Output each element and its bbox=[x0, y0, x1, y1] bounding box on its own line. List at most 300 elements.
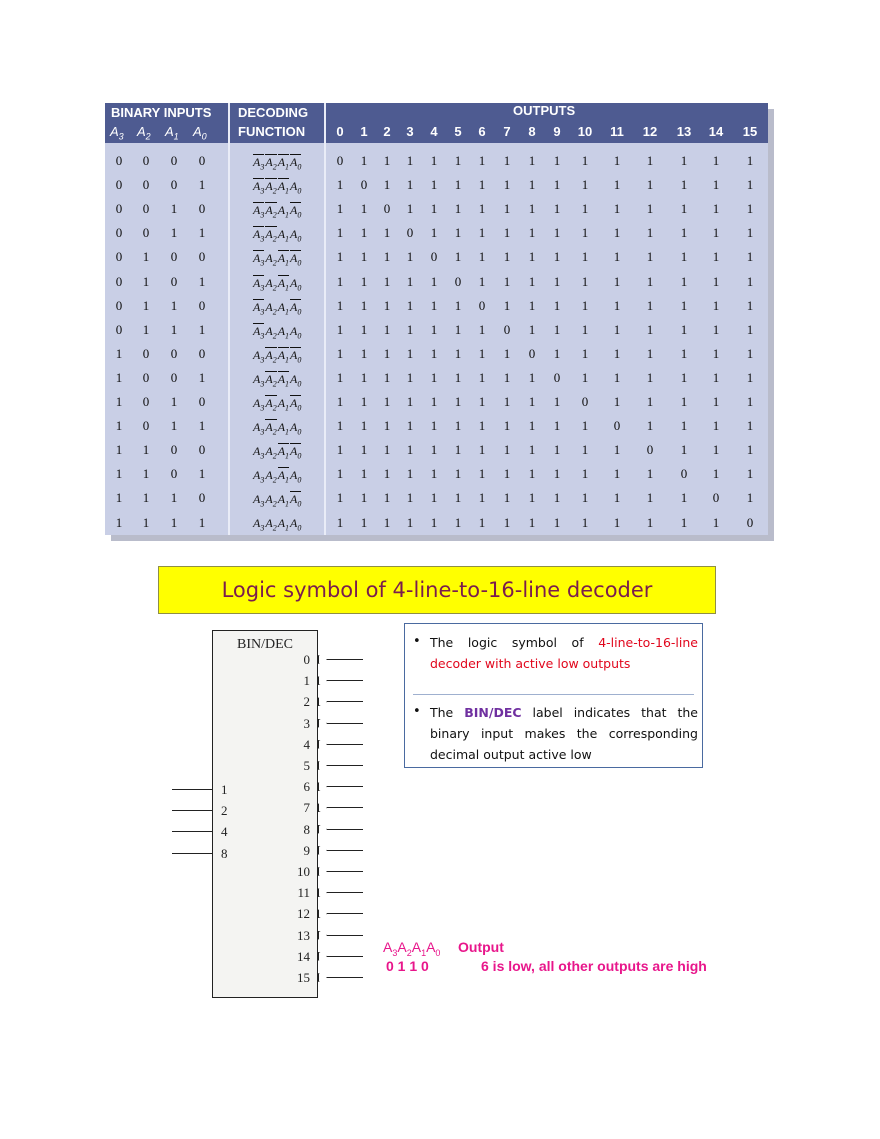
output-cell: 1 bbox=[478, 394, 486, 409]
output-cell: 1 bbox=[478, 321, 486, 337]
output-cell: 1 bbox=[383, 273, 391, 289]
output-cell: 1 bbox=[360, 394, 368, 409]
output-cell: 1 bbox=[430, 177, 438, 193]
output-cell: 1 bbox=[712, 177, 720, 193]
output-cell: 1 bbox=[336, 514, 344, 530]
output-cell: 1 bbox=[553, 201, 561, 217]
output-cell: 1 bbox=[581, 514, 589, 530]
output-cell: 1 bbox=[646, 201, 654, 217]
output-cell: 1 bbox=[746, 225, 754, 241]
output-cell: 1 bbox=[336, 442, 344, 458]
output-cell: 1 bbox=[712, 514, 720, 530]
input-cell: 0 bbox=[170, 345, 178, 361]
output-cell: 1 bbox=[553, 249, 561, 265]
output-line bbox=[327, 744, 363, 745]
output-cell: 1 bbox=[406, 442, 414, 458]
example-var-a3: $A_3$ bbox=[383, 939, 398, 958]
output-cell: 1 bbox=[746, 201, 754, 217]
decoding-function: $A_3A_2A_1A_0$ bbox=[253, 323, 302, 341]
example-output-label: Output bbox=[458, 939, 504, 955]
input-col-head: $A_1$ bbox=[165, 124, 179, 142]
input-cell: 1 bbox=[142, 249, 150, 265]
note-item-2-text-a: The bbox=[430, 705, 465, 720]
title-banner bbox=[158, 566, 716, 614]
example-var-a2: $A_2$ bbox=[397, 939, 412, 958]
output-cell: 0 bbox=[406, 225, 414, 241]
note-item-2 bbox=[430, 702, 698, 765]
output-cell: 1 bbox=[746, 394, 754, 409]
input-cell: 1 bbox=[170, 418, 178, 434]
input-cell: 1 bbox=[115, 369, 123, 385]
output-cell: 1 bbox=[746, 297, 754, 313]
header-outputs: OUTPUTS bbox=[513, 103, 576, 118]
output-cell: 1 bbox=[430, 273, 438, 289]
output-cell: 0 bbox=[746, 514, 754, 530]
output-col-head: 6 bbox=[478, 124, 486, 139]
input-cell: 1 bbox=[170, 490, 178, 506]
output-cell: 1 bbox=[613, 490, 621, 506]
output-cell: 1 bbox=[336, 249, 344, 265]
output-col-head: 11 bbox=[610, 124, 624, 139]
input-pin-number: 1 bbox=[221, 782, 228, 797]
input-cell: 0 bbox=[198, 153, 206, 168]
output-cell: 1 bbox=[454, 394, 462, 409]
output-cell: 1 bbox=[406, 201, 414, 217]
output-cell: 1 bbox=[336, 345, 344, 361]
output-cell: 1 bbox=[383, 345, 391, 361]
output-cell: 1 bbox=[581, 418, 589, 434]
output-line bbox=[327, 807, 363, 808]
output-cell: 1 bbox=[336, 297, 344, 313]
output-cell: 1 bbox=[478, 345, 486, 361]
output-cell: 1 bbox=[360, 369, 368, 385]
output-col-head: 14 bbox=[708, 124, 724, 139]
note-item-1 bbox=[430, 632, 698, 674]
output-line bbox=[327, 765, 363, 766]
decoding-function: $A_3A_2A_1A_0$ bbox=[253, 492, 302, 509]
output-cell: 1 bbox=[336, 466, 344, 482]
output-cell: 0 bbox=[712, 490, 720, 506]
output-cell: 1 bbox=[680, 321, 688, 337]
output-cell: 1 bbox=[528, 153, 536, 168]
output-pin-number: 14 bbox=[297, 948, 310, 964]
input-pin-number: 4 bbox=[221, 824, 228, 840]
input-cell: 1 bbox=[142, 273, 150, 289]
output-cell: 1 bbox=[553, 418, 561, 434]
output-line bbox=[327, 680, 363, 681]
output-cell: 1 bbox=[646, 345, 654, 361]
input-cell: 1 bbox=[170, 514, 178, 530]
active-low-indicator bbox=[318, 697, 327, 706]
decoding-function: $A_3A_2A_1A_0$ bbox=[253, 420, 302, 437]
output-cell: 1 bbox=[406, 273, 414, 289]
output-cell: 0 bbox=[503, 321, 511, 337]
output-cell: 1 bbox=[646, 297, 654, 313]
output-cell: 1 bbox=[336, 418, 344, 434]
output-cell: 1 bbox=[478, 249, 486, 265]
output-cell: 1 bbox=[712, 466, 720, 482]
output-cell: 1 bbox=[646, 466, 654, 482]
banner-title: Logic symbol of 4-line-to-16-line decoder bbox=[221, 578, 653, 602]
output-line bbox=[327, 871, 363, 872]
output-cell: 1 bbox=[383, 442, 391, 458]
decoding-function: $A_3A_2A_1A_0$ bbox=[253, 347, 302, 365]
input-cell: 0 bbox=[198, 201, 206, 217]
output-cell: 1 bbox=[478, 369, 486, 385]
output-cell: 1 bbox=[712, 321, 720, 337]
active-low-indicator bbox=[318, 655, 327, 664]
output-cell: 1 bbox=[581, 249, 589, 265]
output-pin-number: 13 bbox=[297, 927, 310, 943]
output-col-head: 15 bbox=[742, 124, 758, 139]
output-cell: 1 bbox=[478, 273, 486, 289]
input-cell: 0 bbox=[115, 225, 123, 241]
input-cell: 0 bbox=[142, 225, 150, 241]
input-cell: 1 bbox=[170, 321, 178, 337]
output-cell: 1 bbox=[553, 345, 561, 361]
output-cell: 1 bbox=[528, 442, 536, 458]
output-cell: 1 bbox=[406, 466, 414, 482]
active-low-indicator bbox=[318, 782, 327, 791]
output-line bbox=[327, 829, 363, 830]
output-cell: 1 bbox=[503, 273, 511, 289]
input-cell: 0 bbox=[115, 273, 123, 289]
input-cell: 1 bbox=[115, 466, 123, 482]
input-cell: 0 bbox=[115, 249, 123, 265]
decoding-function: $A_3A_2A_1A_0$ bbox=[253, 203, 302, 220]
output-cell: 1 bbox=[553, 297, 561, 313]
output-cell: 1 bbox=[581, 225, 589, 241]
output-pin-number: 1 bbox=[303, 673, 310, 689]
output-cell: 1 bbox=[613, 177, 621, 193]
example-result: 6 is low, all other outputs are high bbox=[481, 958, 707, 974]
note-item-1-text: The logic symbol of bbox=[430, 635, 599, 650]
decoding-function: $A_3A_2A_1A_0$ bbox=[253, 468, 302, 485]
separator-function bbox=[324, 103, 326, 535]
output-cell: 1 bbox=[680, 442, 688, 458]
output-cell: 1 bbox=[613, 249, 621, 265]
output-col-head: 0 bbox=[336, 124, 344, 139]
output-cell: 1 bbox=[746, 490, 754, 506]
output-cell: 1 bbox=[613, 442, 621, 458]
output-cell: 1 bbox=[360, 153, 368, 168]
output-cell: 1 bbox=[478, 177, 486, 193]
output-cell: 1 bbox=[712, 369, 720, 385]
output-col-head: 4 bbox=[430, 124, 438, 139]
output-cell: 1 bbox=[478, 442, 486, 458]
output-cell: 0 bbox=[680, 466, 688, 482]
active-low-indicator bbox=[318, 740, 327, 749]
output-cell: 0 bbox=[553, 369, 561, 385]
output-cell: 1 bbox=[360, 273, 368, 289]
output-line bbox=[327, 892, 363, 893]
input-cell: 1 bbox=[198, 225, 206, 241]
active-low-indicator bbox=[318, 973, 327, 982]
input-cell: 0 bbox=[170, 249, 178, 265]
output-cell: 1 bbox=[383, 153, 391, 168]
output-cell: 1 bbox=[553, 442, 561, 458]
output-pin-number: 11 bbox=[297, 885, 310, 901]
output-cell: 1 bbox=[430, 201, 438, 217]
input-cell: 1 bbox=[142, 466, 150, 482]
output-cell: 1 bbox=[528, 321, 536, 337]
output-cell: 1 bbox=[406, 418, 414, 434]
input-col-head: $A_2$ bbox=[137, 124, 151, 142]
active-low-indicator bbox=[318, 719, 327, 728]
output-cell: 1 bbox=[360, 514, 368, 530]
output-line bbox=[327, 786, 363, 787]
output-cell: 1 bbox=[454, 369, 462, 385]
input-cell: 1 bbox=[198, 321, 206, 337]
output-cell: 1 bbox=[406, 153, 414, 168]
note-item-2-text-b: label indicates that the binary input makes the corresponding decimal output active low bbox=[430, 705, 698, 762]
output-cell: 1 bbox=[646, 321, 654, 337]
output-cell: 1 bbox=[430, 297, 438, 313]
output-cell: 1 bbox=[613, 514, 621, 530]
input-cell: 1 bbox=[170, 225, 178, 241]
output-cell: 1 bbox=[680, 345, 688, 361]
output-cell: 1 bbox=[503, 153, 511, 168]
output-cell: 1 bbox=[553, 514, 561, 530]
input-cell: 0 bbox=[198, 345, 206, 361]
output-cell: 1 bbox=[581, 442, 589, 458]
input-cell: 1 bbox=[198, 514, 206, 530]
input-cell: 1 bbox=[170, 394, 178, 409]
header-decoding: DECODING bbox=[238, 105, 309, 120]
output-cell: 1 bbox=[430, 442, 438, 458]
output-cell: 1 bbox=[503, 490, 511, 506]
input-cell: 1 bbox=[198, 466, 206, 482]
output-cell: 1 bbox=[680, 490, 688, 506]
output-cell: 1 bbox=[383, 418, 391, 434]
truth-table bbox=[105, 103, 768, 535]
output-cell: 1 bbox=[430, 321, 438, 337]
decoder-symbol bbox=[212, 630, 318, 998]
input-cell: 0 bbox=[198, 249, 206, 265]
decoding-function: $A_3A_2A_1A_0$ bbox=[253, 444, 302, 461]
output-cell: 1 bbox=[503, 466, 511, 482]
output-cell: 1 bbox=[712, 418, 720, 434]
input-cell: 0 bbox=[170, 273, 178, 289]
output-cell: 1 bbox=[454, 321, 462, 337]
example-inputs-label bbox=[383, 939, 440, 958]
output-pin-number: 3 bbox=[303, 715, 310, 731]
output-cell: 1 bbox=[430, 490, 438, 506]
output-cell: 1 bbox=[712, 225, 720, 241]
output-cell: 1 bbox=[613, 394, 621, 409]
output-cell: 1 bbox=[613, 297, 621, 313]
output-cell: 1 bbox=[646, 369, 654, 385]
output-line bbox=[327, 977, 363, 978]
input-cell: 1 bbox=[142, 514, 150, 530]
output-cell: 1 bbox=[528, 273, 536, 289]
output-cell: 1 bbox=[383, 466, 391, 482]
output-cell: 1 bbox=[680, 273, 688, 289]
output-cell: 1 bbox=[528, 418, 536, 434]
output-cell: 1 bbox=[478, 514, 486, 530]
output-cell: 1 bbox=[430, 369, 438, 385]
input-cell: 0 bbox=[142, 345, 150, 361]
output-col-head: 12 bbox=[642, 124, 658, 139]
output-cell: 0 bbox=[478, 297, 486, 313]
output-cell: 1 bbox=[581, 273, 589, 289]
output-cell: 1 bbox=[383, 514, 391, 530]
input-cell: 0 bbox=[142, 369, 150, 385]
output-cell: 1 bbox=[712, 249, 720, 265]
output-cell: 1 bbox=[680, 514, 688, 530]
input-cell: 0 bbox=[198, 297, 206, 313]
output-cell: 1 bbox=[503, 201, 511, 217]
input-cell: 0 bbox=[142, 177, 150, 193]
output-cell: 1 bbox=[581, 201, 589, 217]
output-cell: 1 bbox=[553, 466, 561, 482]
output-cell: 1 bbox=[528, 177, 536, 193]
input-cell: 0 bbox=[170, 153, 178, 168]
output-cell: 1 bbox=[613, 321, 621, 337]
output-cell: 1 bbox=[581, 153, 589, 168]
output-cell: 1 bbox=[503, 369, 511, 385]
output-cell: 1 bbox=[646, 394, 654, 409]
output-cell: 1 bbox=[383, 490, 391, 506]
output-col-head: 9 bbox=[553, 124, 561, 139]
output-cell: 1 bbox=[503, 345, 511, 361]
output-line bbox=[327, 913, 363, 914]
output-cell: 1 bbox=[336, 177, 344, 193]
output-cell: 1 bbox=[712, 153, 720, 168]
output-pin-number: 5 bbox=[303, 758, 310, 773]
output-cell: 1 bbox=[553, 490, 561, 506]
output-col-head: 5 bbox=[454, 124, 462, 139]
output-cell: 1 bbox=[454, 490, 462, 506]
output-cell: 1 bbox=[680, 369, 688, 385]
output-cell: 1 bbox=[430, 514, 438, 530]
output-cell: 1 bbox=[646, 514, 654, 530]
output-cell: 1 bbox=[613, 273, 621, 289]
active-low-indicator bbox=[318, 846, 327, 855]
separator-inputs bbox=[228, 103, 230, 535]
output-cell: 1 bbox=[712, 201, 720, 217]
output-cell: 1 bbox=[746, 442, 754, 458]
output-cell: 1 bbox=[581, 321, 589, 337]
output-line bbox=[327, 659, 363, 660]
output-pin-number: 8 bbox=[303, 821, 310, 837]
output-cell: 1 bbox=[528, 490, 536, 506]
output-cell: 1 bbox=[454, 201, 462, 217]
input-cell: 0 bbox=[170, 369, 178, 385]
output-cell: 1 bbox=[680, 201, 688, 217]
output-cell: 1 bbox=[553, 321, 561, 337]
output-cell: 1 bbox=[430, 394, 438, 409]
output-cell: 1 bbox=[478, 153, 486, 168]
output-cell: 1 bbox=[746, 321, 754, 337]
output-cell: 1 bbox=[528, 466, 536, 482]
output-cell: 1 bbox=[646, 153, 654, 168]
output-cell: 1 bbox=[383, 369, 391, 385]
output-cell: 1 bbox=[454, 177, 462, 193]
output-cell: 1 bbox=[454, 345, 462, 361]
output-cell: 1 bbox=[712, 442, 720, 458]
output-cell: 1 bbox=[454, 514, 462, 530]
output-cell: 0 bbox=[383, 201, 391, 217]
output-cell: 1 bbox=[478, 225, 486, 241]
output-cell: 1 bbox=[336, 394, 344, 409]
output-cell: 1 bbox=[746, 345, 754, 361]
output-cell: 1 bbox=[646, 490, 654, 506]
output-cell: 1 bbox=[406, 345, 414, 361]
active-low-indicator bbox=[318, 909, 327, 918]
output-cell: 1 bbox=[746, 153, 754, 168]
output-cell: 1 bbox=[360, 225, 368, 241]
output-pin-number: 4 bbox=[303, 736, 310, 752]
output-cell: 1 bbox=[746, 273, 754, 289]
decoding-function: $A_3A_2A_1A_0$ bbox=[253, 275, 302, 292]
output-cell: 1 bbox=[336, 369, 344, 385]
output-cell: 1 bbox=[613, 345, 621, 361]
input-cell: 0 bbox=[142, 201, 150, 217]
output-col-head: 3 bbox=[406, 124, 414, 139]
active-low-indicator bbox=[318, 761, 327, 770]
output-cell: 1 bbox=[680, 153, 688, 168]
output-cell: 1 bbox=[646, 225, 654, 241]
output-cell: 1 bbox=[528, 225, 536, 241]
output-col-head: 10 bbox=[577, 124, 593, 139]
output-cell: 1 bbox=[383, 297, 391, 313]
output-cell: 1 bbox=[528, 201, 536, 217]
output-cell: 0 bbox=[646, 442, 654, 458]
output-cell: 1 bbox=[360, 321, 368, 337]
output-cell: 1 bbox=[581, 369, 589, 385]
output-cell: 1 bbox=[746, 418, 754, 434]
output-cell: 1 bbox=[646, 177, 654, 193]
output-cell: 1 bbox=[553, 225, 561, 241]
output-cell: 1 bbox=[613, 466, 621, 482]
output-cell: 1 bbox=[430, 225, 438, 241]
example-var-a0: $A_0$ bbox=[426, 939, 441, 958]
output-cell: 1 bbox=[336, 273, 344, 289]
input-cell: 0 bbox=[198, 490, 206, 506]
output-cell: 1 bbox=[454, 153, 462, 168]
example-var-a1: $A_1$ bbox=[411, 939, 427, 958]
output-cell: 1 bbox=[336, 490, 344, 506]
output-cell: 1 bbox=[478, 466, 486, 482]
output-cell: 1 bbox=[680, 394, 688, 409]
output-pin-number: 6 bbox=[303, 779, 310, 795]
input-cell: 1 bbox=[198, 273, 206, 289]
output-cell: 1 bbox=[383, 225, 391, 241]
output-cell: 1 bbox=[406, 297, 414, 313]
output-cell: 1 bbox=[712, 394, 720, 409]
output-line bbox=[327, 850, 363, 851]
output-cell: 1 bbox=[454, 466, 462, 482]
input-cell: 0 bbox=[170, 442, 178, 458]
active-low-indicator bbox=[318, 825, 327, 834]
output-cell: 1 bbox=[553, 153, 561, 168]
output-cell: 0 bbox=[360, 177, 368, 193]
output-cell: 1 bbox=[581, 466, 589, 482]
output-cell: 1 bbox=[406, 249, 414, 265]
output-cell: 1 bbox=[454, 225, 462, 241]
output-line bbox=[327, 723, 363, 724]
decoding-function: $A_3A_2A_1A_0$ bbox=[253, 515, 302, 532]
output-cell: 1 bbox=[528, 249, 536, 265]
output-pin-number: 7 bbox=[303, 800, 310, 816]
input-cell: 1 bbox=[198, 418, 206, 434]
output-cell: 1 bbox=[712, 273, 720, 289]
output-cell: 1 bbox=[503, 394, 511, 409]
output-cell: 1 bbox=[553, 177, 561, 193]
output-cell: 1 bbox=[430, 466, 438, 482]
output-cell: 1 bbox=[360, 201, 368, 217]
